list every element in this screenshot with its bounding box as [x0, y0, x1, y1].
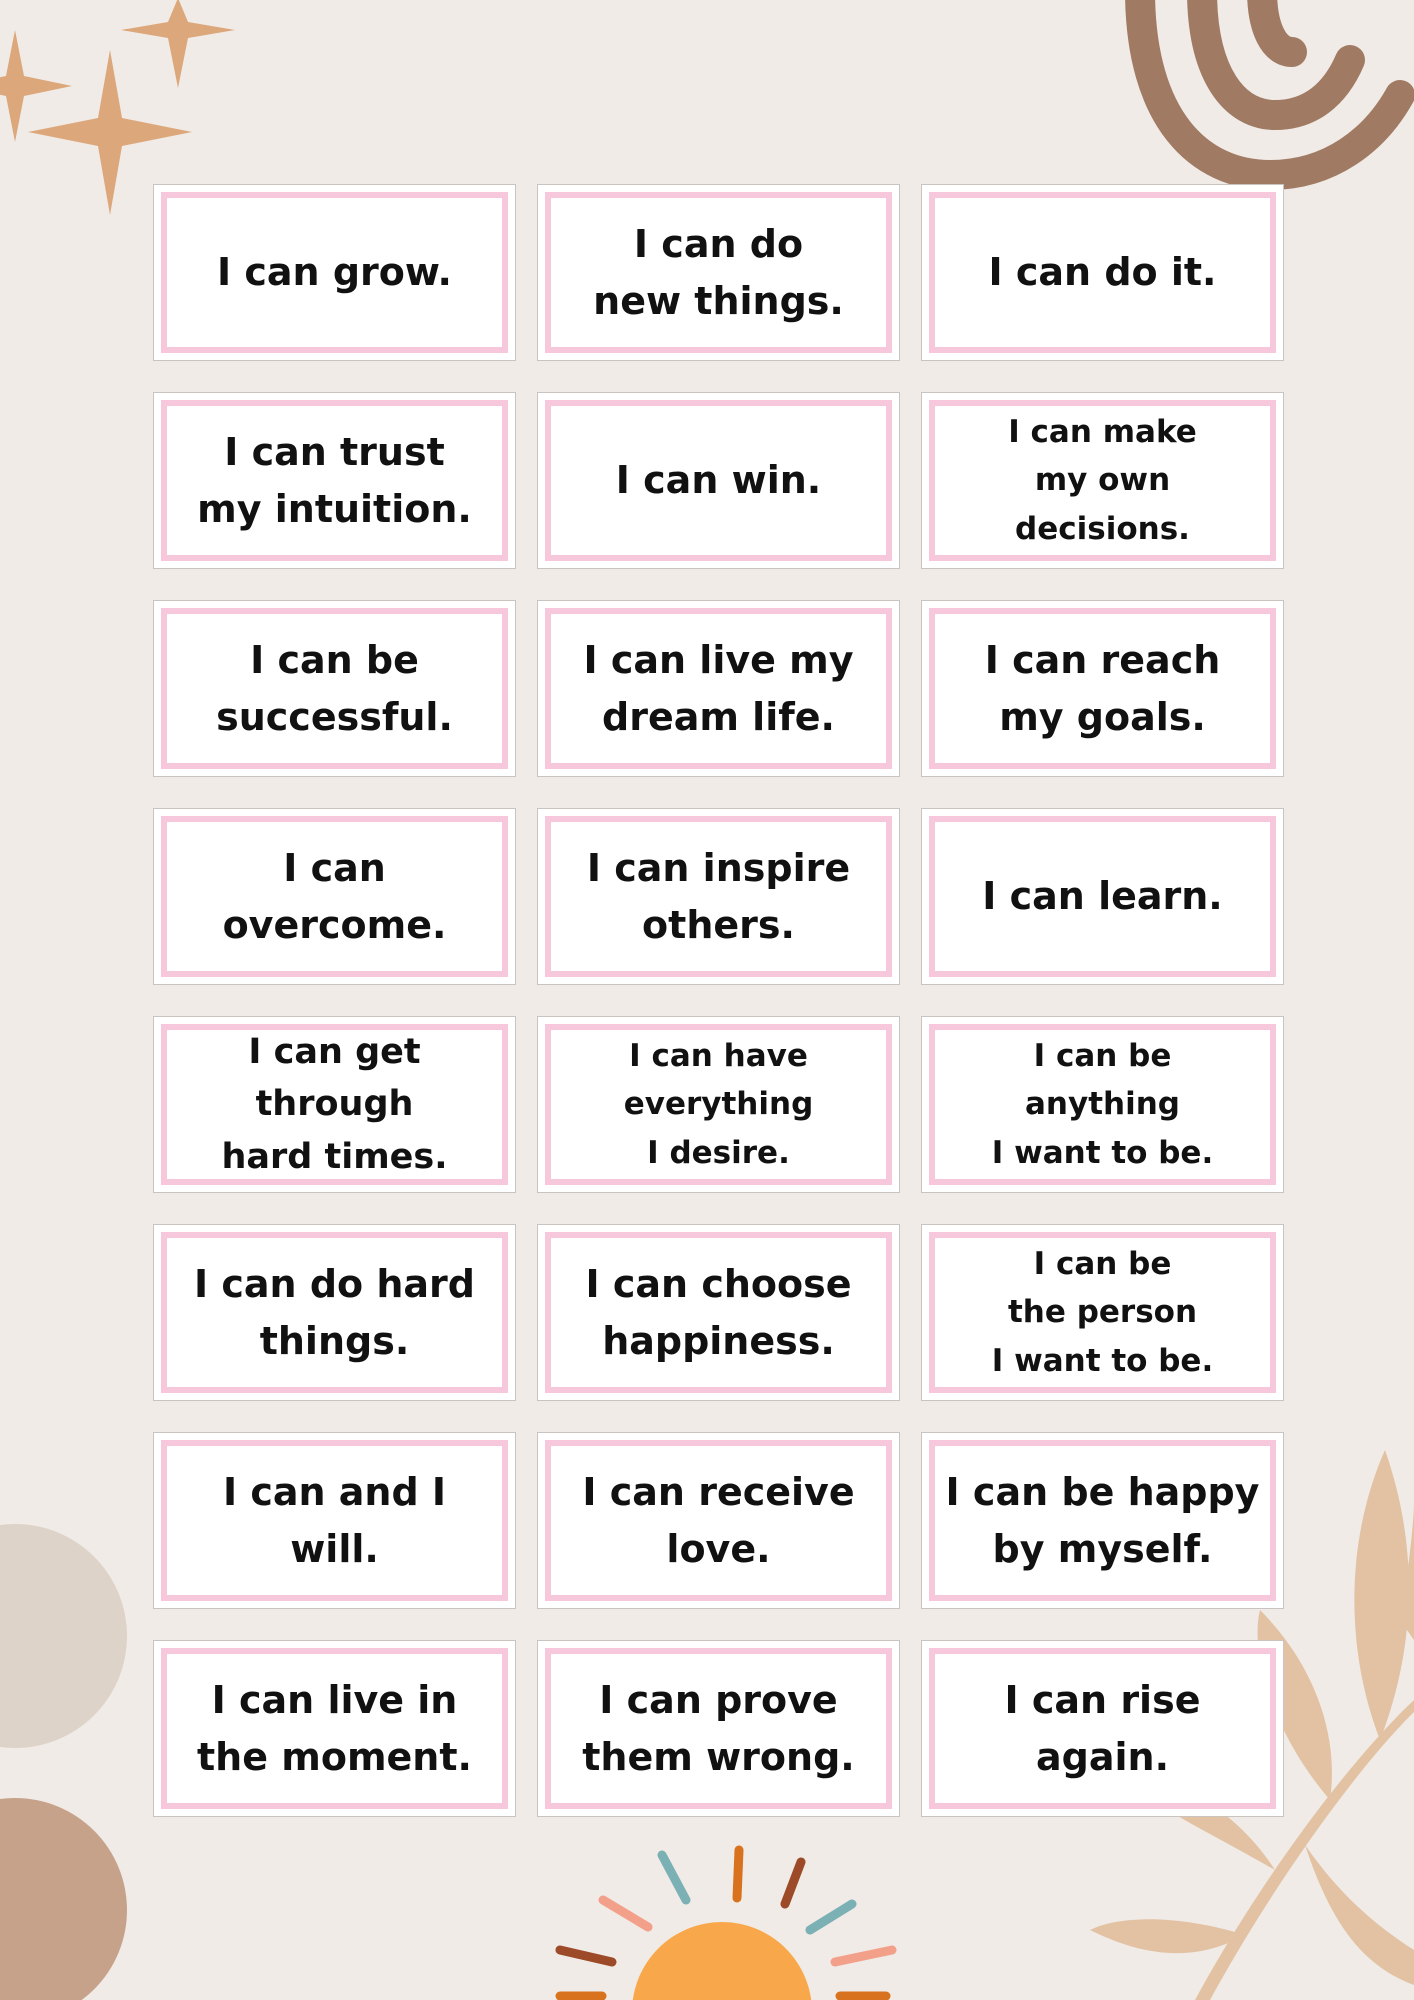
card-pink-frame: [545, 1232, 892, 1393]
affirmation-card-grid: [153, 184, 1284, 1817]
affirmation-card: [537, 1432, 900, 1609]
sun-icon: [560, 1850, 892, 2000]
affirmation-card: [153, 808, 516, 985]
card-pink-frame: [161, 816, 508, 977]
card-pink-frame: [161, 1024, 508, 1185]
card-pink-frame: [545, 1648, 892, 1809]
affirmation-card: [921, 392, 1284, 569]
card-pink-frame: [545, 1440, 892, 1601]
affirmation-card: [921, 600, 1284, 777]
card-pink-frame: [161, 1440, 508, 1601]
affirmation-text: I can be happy by myself.: [945, 1469, 1260, 1571]
circle-shape: [0, 1524, 127, 1748]
circle-shape: [0, 1798, 127, 2000]
card-pink-frame: [161, 608, 508, 769]
affirmation-text: I can inspire others.: [586, 845, 851, 947]
affirmation-card: [537, 808, 900, 985]
affirmation-text: I can live in the moment.: [197, 1677, 472, 1779]
affirmation-card: [153, 1640, 516, 1817]
affirmation-card: [537, 1640, 900, 1817]
star-icon: [0, 30, 72, 142]
affirmation-text: I can be successful.: [216, 637, 453, 739]
affirmation-text: I can trust my intuition.: [197, 429, 472, 531]
card-pink-frame: [545, 1024, 892, 1185]
card-pink-frame: [545, 192, 892, 353]
card-pink-frame: [929, 192, 1276, 353]
card-pink-frame: [929, 1024, 1276, 1185]
card-pink-frame: [929, 1648, 1276, 1809]
affirmation-text: I can do it.: [988, 250, 1217, 294]
affirmation-card: [537, 392, 900, 569]
affirmation-text: I can choose happiness.: [585, 1261, 852, 1363]
affirmation-card: [921, 1224, 1284, 1401]
card-pink-frame: [545, 400, 892, 561]
star-icon: [121, 0, 235, 88]
card-pink-frame: [161, 1232, 508, 1393]
affirmation-text: I can do hard things.: [194, 1261, 475, 1363]
affirmation-card: [153, 392, 516, 569]
affirmation-text: I can live my dream life.: [583, 637, 854, 739]
affirmation-text: I can get through hard times.: [221, 1031, 448, 1177]
affirmation-card: [537, 1016, 900, 1193]
affirmation-text: I can learn.: [982, 874, 1223, 918]
affirmation-text: I can make my own decisions.: [1008, 414, 1197, 547]
affirmation-text: I can prove them wrong.: [582, 1677, 855, 1779]
affirmation-text: I can reach my goals.: [984, 637, 1221, 739]
affirmation-card: [921, 808, 1284, 985]
affirmation-text: I can rise again.: [1004, 1677, 1201, 1779]
card-pink-frame: [929, 608, 1276, 769]
affirmation-text: I can and I will.: [222, 1469, 447, 1571]
card-pink-frame: [161, 192, 508, 353]
affirmation-text: I can be anything I want to be.: [991, 1038, 1214, 1171]
card-pink-frame: [545, 608, 892, 769]
affirmation-text: I can have everything I desire.: [623, 1038, 814, 1171]
affirmation-text: I can overcome.: [222, 845, 447, 947]
affirmation-card: [921, 1432, 1284, 1609]
affirmation-card: [921, 1016, 1284, 1193]
card-pink-frame: [545, 816, 892, 977]
card-pink-frame: [161, 1648, 508, 1809]
card-pink-frame: [929, 816, 1276, 977]
affirmation-text: I can be the person I want to be.: [991, 1246, 1214, 1379]
affirmation-card: [153, 1016, 516, 1193]
card-pink-frame: [929, 1440, 1276, 1601]
affirmation-card: [921, 1640, 1284, 1817]
card-pink-frame: [929, 400, 1276, 561]
affirmation-card: [537, 1224, 900, 1401]
affirmation-text: I can win.: [615, 458, 822, 502]
affirmation-card: [537, 600, 900, 777]
affirmation-card: [153, 600, 516, 777]
affirmation-text: I can grow.: [217, 250, 452, 294]
affirmation-text: I can receive love.: [582, 1469, 855, 1571]
affirmation-card: [921, 184, 1284, 361]
affirmation-card: [153, 1432, 516, 1609]
affirmation-text: I can do new things.: [593, 221, 844, 323]
rainbow-arch-icon: [1140, 0, 1400, 175]
affirmation-card: [537, 184, 900, 361]
card-pink-frame: [929, 1232, 1276, 1393]
affirmation-card: [153, 1224, 516, 1401]
card-pink-frame: [161, 400, 508, 561]
affirmation-card: [153, 184, 516, 361]
